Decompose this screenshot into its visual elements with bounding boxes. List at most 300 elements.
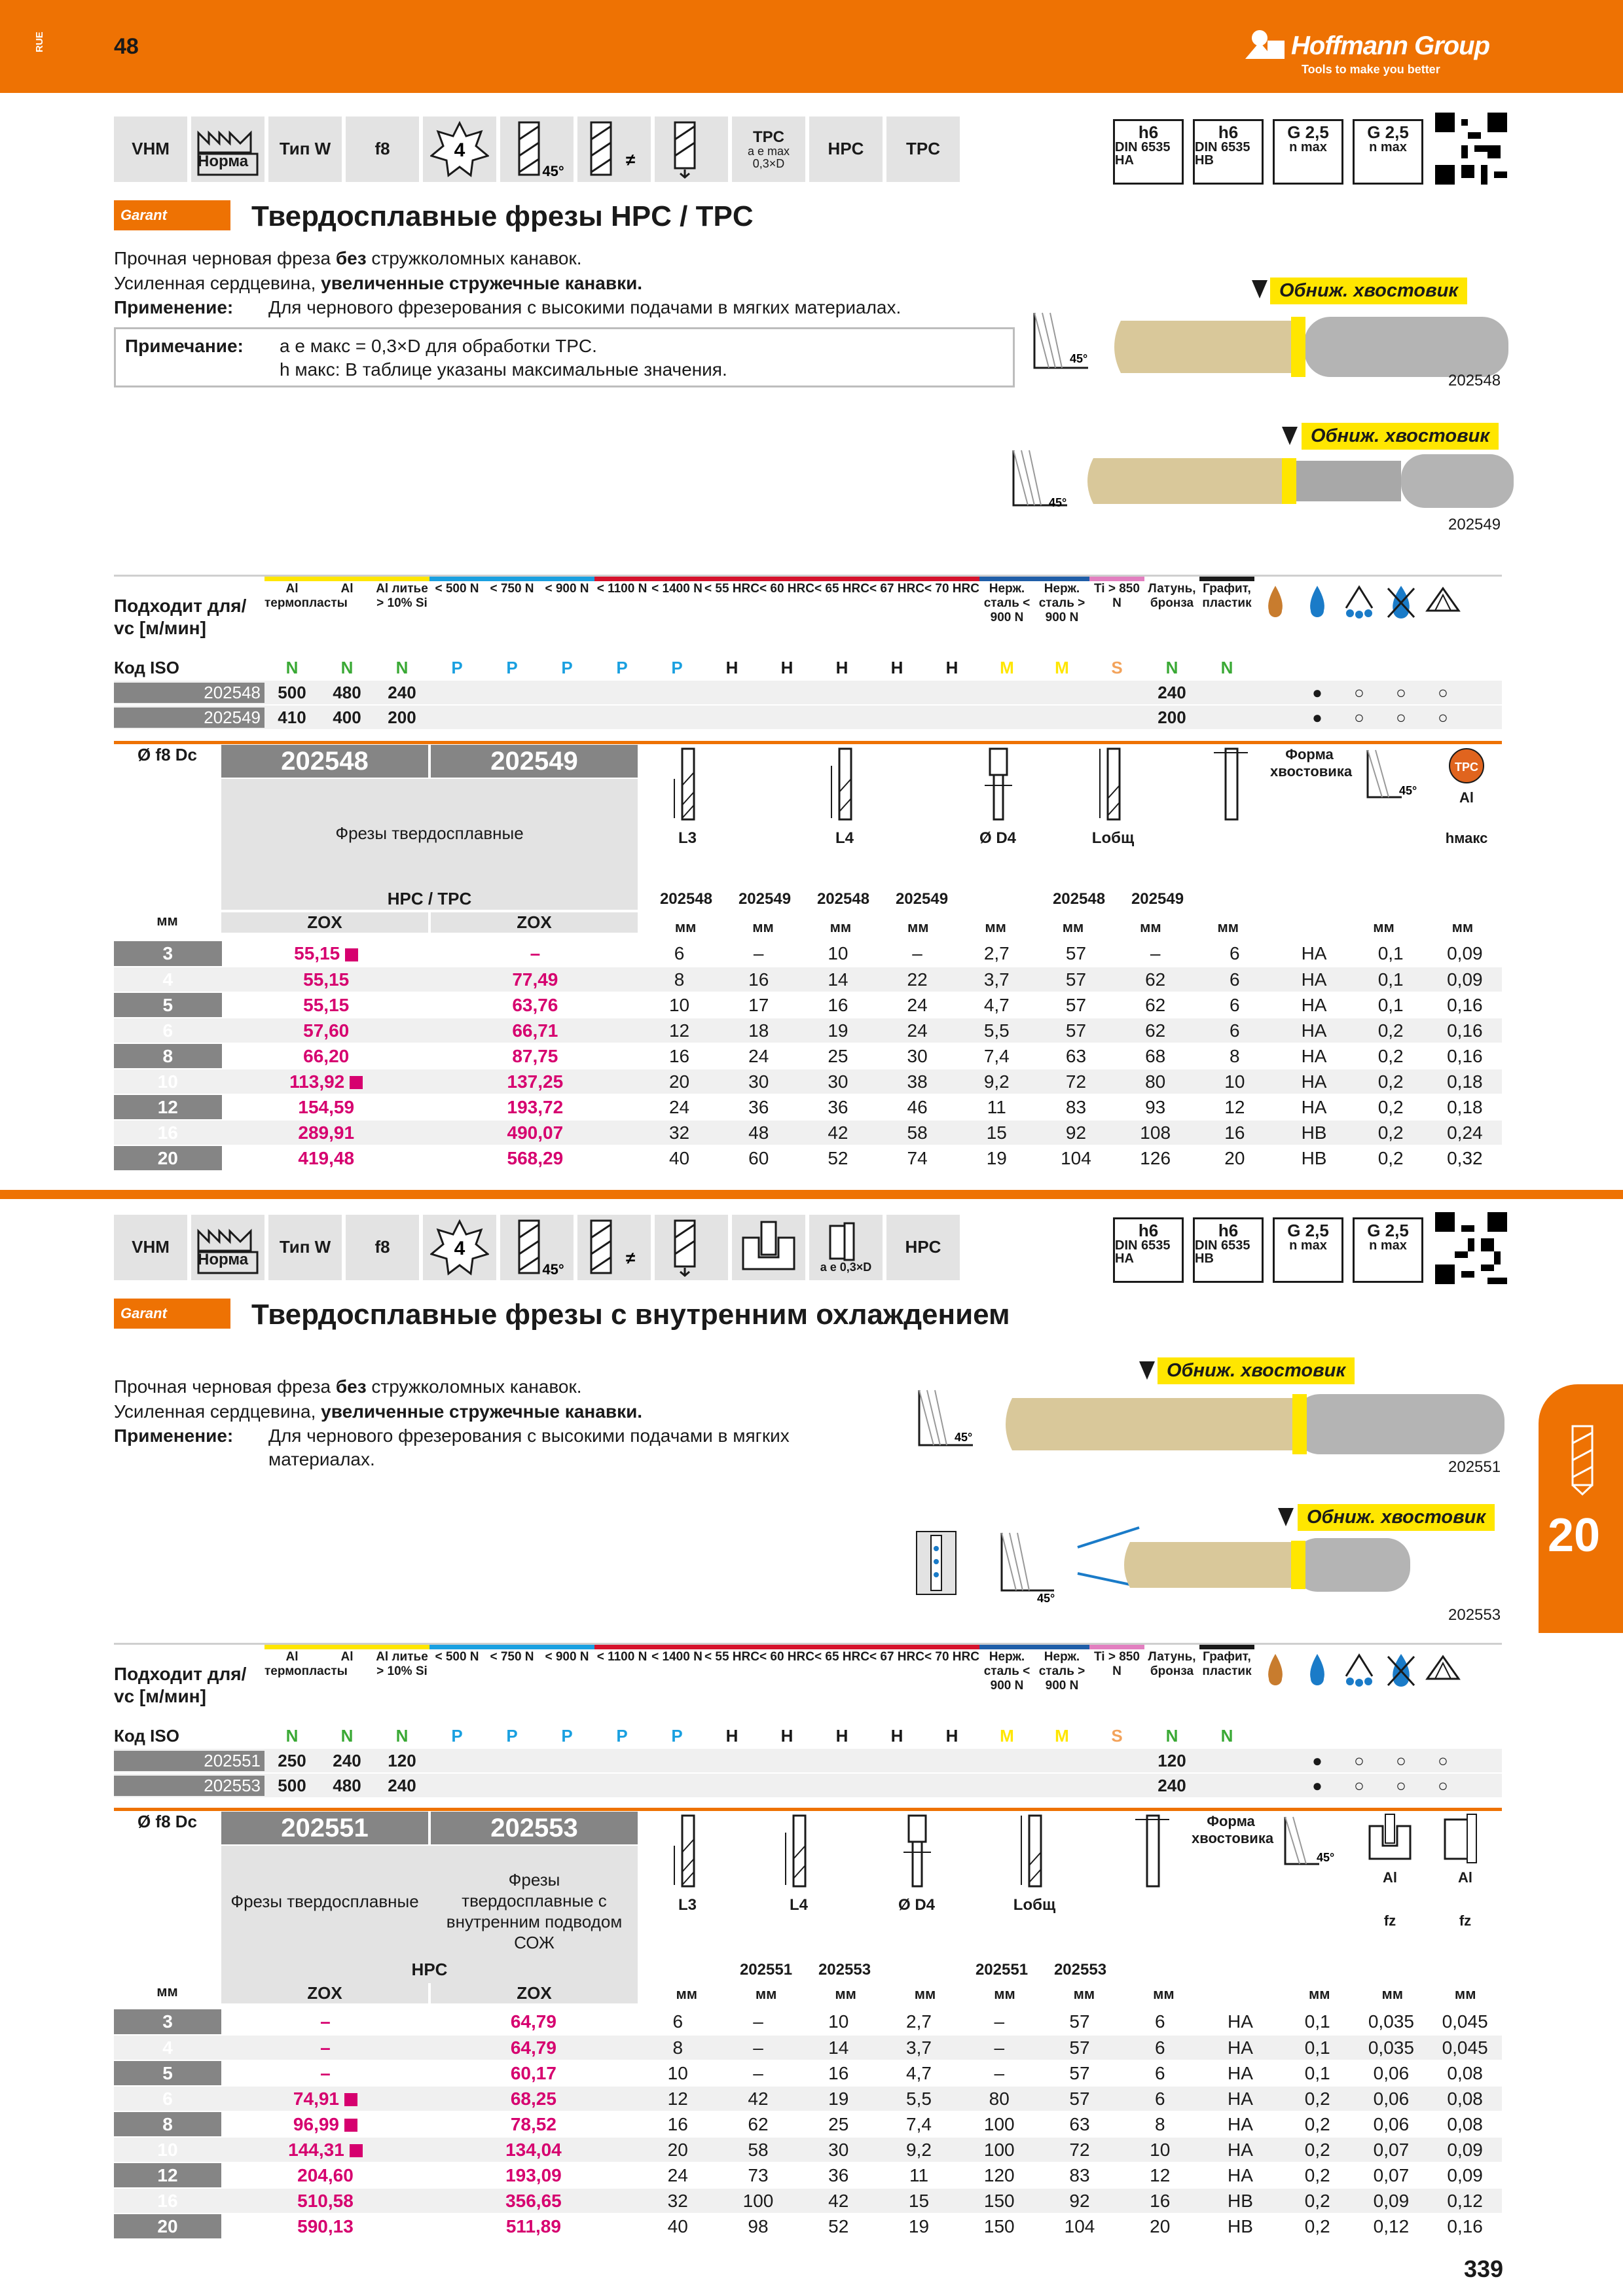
col-stainless-900: Нерж. сталь < 900 N: [979, 577, 1034, 656]
price-a-cell: [221, 2009, 429, 2035]
desc-text-1: Фрезы твердосплавные: [335, 823, 524, 843]
hoffmann-logo: [1244, 27, 1519, 80]
lta-cell: 150: [959, 2188, 1040, 2214]
d4-cell: 19: [879, 2214, 959, 2239]
fz-slot-cell: 0,09: [1355, 2188, 1429, 2214]
ltb-cell: 93: [1116, 1094, 1195, 1120]
l3-cell: 32: [638, 2188, 718, 2214]
norm-label-2: Норма: [198, 1251, 249, 1268]
dc-cell: 5: [114, 992, 222, 1018]
l4b-cell: –: [878, 941, 957, 967]
article-202548-label: 202548: [1448, 372, 1501, 389]
fz-side-cell: 0,09: [1428, 2137, 1502, 2162]
table-row: [114, 1120, 1502, 1145]
price-value: 154,59: [298, 1096, 355, 1117]
price-value: 204,60: [297, 2164, 354, 2185]
price-value: 144,31: [288, 2139, 344, 2160]
table-row: [114, 967, 1502, 992]
tolerance-f8-2: f8: [346, 1215, 419, 1280]
section-divider: [0, 1190, 1623, 1199]
ltb-cell: 83: [1040, 2162, 1120, 2188]
shank-form-cell: HA: [1200, 2086, 1281, 2111]
hmax-cell: 0,16: [1428, 1018, 1502, 1043]
price-b-cell: [429, 2137, 638, 2162]
price-a-cell: [222, 1145, 431, 1171]
col-graphite: Графит, пластик: [1199, 577, 1254, 656]
l4-icon-2: L4: [759, 1813, 838, 1914]
chapter-tab[interactable]: [1539, 1384, 1623, 1633]
price-value: 87,75: [512, 1045, 558, 1066]
l4b-cell: 30: [798, 2137, 879, 2162]
price-value: 66,20: [303, 1045, 350, 1066]
air-icon: [1422, 577, 1464, 656]
dc-cell: 12: [114, 1094, 222, 1120]
price-value: –: [320, 2011, 331, 2032]
price-b-cell: [429, 2188, 638, 2214]
ds-cell: 6: [1195, 941, 1274, 967]
price-b-cell: [429, 2035, 638, 2060]
suitability-header: [114, 575, 1502, 656]
table-row: [114, 1069, 1502, 1094]
ds-cell: 8: [1120, 2111, 1200, 2137]
shank-form-cell: HA: [1274, 1069, 1353, 1094]
fz-slot-cell: 0,07: [1355, 2162, 1429, 2188]
col-steel-1100: < 1100 N: [594, 577, 649, 656]
d4-cell: 5,5: [879, 2086, 959, 2111]
price-value: 66,71: [512, 1020, 558, 1041]
dc-header-1: Ø f8 Dc: [137, 745, 198, 764]
flutes-4-icon: [423, 117, 496, 182]
price-a-cell: [221, 2214, 429, 2239]
lta-cell: 80: [959, 2086, 1040, 2111]
l4a-cell: 52: [798, 1145, 877, 1171]
dc-cell: 10: [114, 1069, 222, 1094]
l4a-cell: 73: [718, 2162, 799, 2188]
col-steel-500: < 500 N: [429, 577, 484, 656]
strategy-hpc-2: HPC: [886, 1215, 960, 1280]
emulsion-icon: [1296, 577, 1338, 656]
art-header-202551: 202551: [221, 1812, 428, 1844]
price-value: 55,15: [303, 994, 350, 1015]
hmax-cell: 0,24: [1428, 1120, 1502, 1145]
price-b-cell: [429, 2111, 638, 2137]
shank-form-cell: HA: [1200, 2137, 1281, 2162]
d4-cell: 15: [879, 2188, 959, 2214]
ds-cell: 20: [1195, 1145, 1274, 1171]
price-a-cell: [222, 941, 431, 967]
ds-cell: 6: [1120, 2035, 1200, 2060]
tpc-ae-badge: [732, 117, 805, 182]
helix-45-icon: [500, 117, 574, 182]
chamfer-cell: 0,2: [1354, 1145, 1428, 1171]
table-row: [114, 992, 1502, 1018]
ltb-cell: 108: [1116, 1120, 1195, 1145]
reduced-shank-tag-3: Обниж. хвостовик: [1158, 1357, 1355, 1384]
ltb-cell: 80: [1116, 1069, 1195, 1094]
l4a-cell: –: [718, 2009, 799, 2035]
ae-max-label: a e max 0,3×D: [747, 144, 790, 170]
chamfer-cell: 0,2: [1281, 2137, 1355, 2162]
ltotal-icon: Lобщ: [1074, 746, 1152, 848]
lta-cell: 57: [1036, 967, 1116, 992]
lta-cell: –: [959, 2035, 1040, 2060]
l3a-cell: 8: [640, 967, 719, 992]
l3b-cell: 36: [719, 1094, 798, 1120]
ds-cell: 10: [1195, 1069, 1274, 1094]
col-brass: Латунь, бронза: [1144, 577, 1199, 656]
col-al-cast: Al литье > 10% Si: [374, 577, 429, 656]
hmax-cell: 0,18: [1428, 1094, 1502, 1120]
svg-text:45°: 45°: [1317, 1851, 1335, 1864]
d4-cell: 7,4: [957, 1043, 1036, 1069]
price-a-cell: [221, 2111, 429, 2137]
table-row: [114, 1018, 1502, 1043]
suitability-header-2: Подходит для/ vc [м/мин] Al термопласты Al Al литье > 10% Si < 500 N < 750 N < 900 N < 1100 N < 1400 N < 55 HRC < 60 HRC < 65 HRC < 67 HRC < 70 HRC Нерж. сталь < 900 N Нерж. сталь > 900 N Ti > 850 N Латунь, бронза Графит, пластик: [114, 1643, 1502, 1724]
price-b-cell: [431, 1043, 640, 1069]
qr-code-2[interactable]: [1435, 1212, 1507, 1284]
l3a-cell: 24: [640, 1094, 719, 1120]
l3-icon: L3: [648, 746, 727, 848]
svg-text:4: 4: [454, 1238, 465, 1259]
l4b-cell: 58: [878, 1120, 957, 1145]
flutes-4-icon-2: [423, 1215, 496, 1280]
price-b-cell: [431, 941, 640, 967]
fz-slot-cell: 0,07: [1355, 2137, 1429, 2162]
desc-text-2b: Фрезы твердосплавные с внутренним подводом СОЖ: [446, 1870, 623, 1952]
hmax-cell: 0,09: [1428, 967, 1502, 992]
dc-cell: 12: [114, 2162, 221, 2188]
l4a-cell: 10: [798, 941, 877, 967]
price-value: 64,79: [510, 2037, 556, 2058]
price-b-cell: [431, 1094, 640, 1120]
table-row: [114, 2214, 1502, 2239]
chamfer-45-icon-1: [1359, 746, 1425, 810]
table-row: [114, 2086, 1502, 2111]
l4b-cell: 22: [878, 967, 957, 992]
d4-icon-2: Ø D4: [877, 1813, 956, 1914]
d4-icon: Ø D4: [958, 746, 1037, 848]
svg-text:≠: ≠: [625, 150, 636, 170]
svg-text:45°: 45°: [1070, 352, 1088, 365]
price-b-cell: [429, 2009, 638, 2035]
l4a-cell: 42: [718, 2086, 799, 2111]
shank-dia-icon-2: [1113, 1813, 1192, 1896]
cutter-image-202551: [914, 1385, 1510, 1462]
unit-row-2: мм мм мм мм мм мм мм мм мм мм: [676, 1986, 1476, 2002]
d4-cell: 11: [879, 2162, 959, 2188]
price-value: 289,91: [298, 1122, 355, 1143]
dc-cell: 8: [114, 1043, 222, 1069]
shank-form-cell: HA: [1274, 1043, 1353, 1069]
d4-cell: 5,5: [957, 1018, 1036, 1043]
l3a-cell: 32: [640, 1120, 719, 1145]
svg-text:≠: ≠: [625, 1248, 636, 1268]
feature-icons-1: [114, 117, 960, 182]
chamfer-cell: 0,2: [1354, 1069, 1428, 1094]
svg-text:45°: 45°: [1399, 784, 1417, 797]
l4b-cell: 24: [878, 992, 957, 1018]
chamfer-cell: 0,1: [1354, 941, 1428, 967]
art-header-202553: 202553: [431, 1812, 638, 1844]
l3b-cell: 30: [719, 1069, 798, 1094]
svg-text:45°: 45°: [1049, 496, 1067, 509]
price-value: –: [320, 2062, 331, 2083]
no-coolant-icon-2: [1380, 1645, 1422, 1724]
balance-g25-a: G 2,5 n max: [1273, 119, 1343, 185]
l4b-cell: 14: [798, 2035, 879, 2060]
lta-cell: –: [959, 2009, 1040, 2035]
unequal-pitch-icon-2: [577, 1215, 651, 1280]
ltb-cell: 57: [1040, 2060, 1120, 2086]
col-stainless-over-900: Нерж. сталь > 900 N: [1034, 577, 1089, 656]
chamfer-cell: 0,2: [1354, 1043, 1428, 1069]
article-202549-label: 202549: [1448, 516, 1501, 533]
l3-cell: 6: [638, 2009, 718, 2035]
shank-form-header-1: Форма хвостовика: [1270, 746, 1353, 780]
tolerance-h6-hb: h6 DIN 6535 HB: [1193, 119, 1264, 185]
reduced-shank-marker-4: [1278, 1508, 1294, 1526]
price-value: –: [320, 2037, 331, 2058]
l4a-cell: 62: [718, 2111, 799, 2137]
new-item-marker: [344, 2119, 357, 2132]
article-202553-label: 202553: [1448, 1606, 1501, 1624]
chamfer-cell: 0,1: [1281, 2035, 1355, 2060]
price-value: 78,52: [510, 2113, 556, 2134]
d4-cell: 9,2: [957, 1069, 1036, 1094]
table-row: [114, 1094, 1502, 1120]
dc-cell: 3: [114, 941, 222, 967]
price-b-cell: [431, 1145, 640, 1171]
grade-zox-a1: ZOX: [221, 912, 428, 933]
chamfer-cell: 0,2: [1281, 2111, 1355, 2137]
l3b-cell: 16: [719, 967, 798, 992]
chapter-number: 20: [1548, 1509, 1601, 1562]
d4-cell: 11: [957, 1094, 1036, 1120]
ltb-cell: 68: [1116, 1043, 1195, 1069]
shank-form-cell: HB: [1200, 2214, 1281, 2239]
d4-cell: 3,7: [879, 2035, 959, 2060]
col-steel-750: < 750 N: [484, 577, 539, 656]
price-a-cell: [222, 1094, 431, 1120]
grade-zox-a2: ZOX: [221, 1983, 428, 2003]
lta-cell: 100: [959, 2111, 1040, 2137]
mql-icon: [1338, 577, 1380, 656]
dc-cell: 10: [114, 2137, 221, 2162]
l4a-cell: 42: [798, 1120, 877, 1145]
hmax-cell: 0,09: [1428, 941, 1502, 967]
section2-description: Прочная черновая фреза без стружколомных канавок. Усиленная сердцевина, увеличенные стружечные канавки. Применение: Для чернового фрезерования с высокими подачами в мягких материалах.: [114, 1376, 790, 1469]
unit-row-1: мм мм мм мм мм мм мм мм мм мм: [674, 919, 1474, 935]
feature-icons-2: [114, 1215, 960, 1280]
norm-icon: [191, 117, 264, 182]
l3a-cell: 40: [640, 1145, 719, 1171]
product-table-2: [114, 2009, 1502, 2240]
tolerance-f8: f8: [346, 117, 419, 182]
price-a-cell: [221, 2162, 429, 2188]
l3a-cell: 16: [640, 1043, 719, 1069]
l4b-cell: 42: [798, 2188, 879, 2214]
table2-top-rule: [114, 1808, 1502, 1811]
shank-form-header-2: Форма хвостовика: [1192, 1813, 1274, 1846]
dry-icon-2: [1254, 1645, 1296, 1724]
language-code: RUE: [34, 31, 45, 52]
new-item-marker: [345, 948, 358, 961]
table-row: [114, 2162, 1502, 2188]
reduced-shank-tag-4: Обниж. хвостовик: [1298, 1504, 1495, 1531]
ltb-cell: 62: [1116, 967, 1195, 992]
ltb-cell: 72: [1040, 2137, 1120, 2162]
l3a-cell: 10: [640, 992, 719, 1018]
chamfer-cell: 0,2: [1281, 2188, 1355, 2214]
lta-cell: 83: [1036, 1094, 1116, 1120]
price-value: 568,29: [507, 1147, 564, 1168]
price-b-cell: [429, 2060, 638, 2086]
price-a-cell: [222, 1018, 431, 1043]
lta-cell: 57: [1036, 941, 1116, 967]
norm-icon-2: [191, 1215, 264, 1280]
l4a-cell: –: [718, 2060, 799, 2086]
l4a-cell: –: [718, 2035, 799, 2060]
l4a-cell: 14: [798, 967, 877, 992]
price-a-cell: [222, 1043, 431, 1069]
dc-cell: 20: [114, 2214, 221, 2239]
price-value: 590,13: [297, 2215, 354, 2236]
price-value: 511,89: [505, 2215, 561, 2236]
chamfer-cell: 0,2: [1281, 2086, 1355, 2111]
price-b-cell: [429, 2214, 638, 2239]
new-item-marker: [350, 1076, 363, 1089]
tolerance-h6-ha: h6 DIN 6535 HA: [1113, 119, 1184, 185]
price-a-cell: [221, 2086, 429, 2111]
l4a-cell: 36: [798, 1094, 877, 1120]
ds-cell: 10: [1120, 2137, 1200, 2162]
l4b-cell: 36: [798, 2162, 879, 2188]
fz-slot-cell: 0,06: [1355, 2086, 1429, 2111]
dc-cell: 4: [114, 967, 222, 992]
table-row: [114, 2188, 1502, 2214]
price-value: 113,92: [289, 1071, 345, 1092]
cutter-image-202553: [914, 1522, 1510, 1612]
price-value: 193,72: [507, 1096, 564, 1117]
price-value: 419,48: [298, 1147, 355, 1168]
table-row: [114, 1043, 1502, 1069]
tpc-al-header: TPC Al hмакс: [1431, 746, 1502, 847]
fz-slot-header: Al fz: [1354, 1813, 1426, 1929]
l4b-cell: 38: [878, 1069, 957, 1094]
balance-g25-d: G 2,5 n max: [1353, 1217, 1423, 1283]
hoffmann-logo-icon: [1244, 27, 1287, 60]
dc-cell: 16: [114, 2188, 221, 2214]
lta-cell: 100: [959, 2137, 1040, 2162]
fz-side-cell: 0,16: [1428, 2214, 1502, 2239]
chamfer-cell: 0,2: [1281, 2214, 1355, 2239]
section1-title: Твердосплавные фрезы HPC / TPC: [251, 200, 754, 232]
l3-cell: 10: [638, 2060, 718, 2086]
ltb-cell: 126: [1116, 1145, 1195, 1171]
helix-45-icon-2: [500, 1215, 574, 1280]
price-b-cell: [429, 2086, 638, 2111]
iso-code-row-2: Код ISO N N N P P P P P H H H H H M M S N N: [114, 1724, 1502, 1749]
mql-icon-2: [1338, 1645, 1380, 1724]
ds-cell: 6: [1195, 967, 1274, 992]
lta-cell: 150: [959, 2214, 1040, 2239]
l3-cell: 40: [638, 2214, 718, 2239]
garant-logo: Garant: [114, 200, 230, 230]
svg-text:TPC: TPC: [1455, 761, 1478, 774]
price-b-cell: [429, 2162, 638, 2188]
price-value: 77,49: [512, 969, 558, 990]
ae-label-2: a e 0,3×D: [820, 1260, 872, 1274]
drill-chapter-icon: [1566, 1424, 1599, 1496]
table-row: [114, 2060, 1502, 2086]
l4a-cell: 25: [798, 1043, 877, 1069]
price-b-cell: [431, 967, 640, 992]
l3-cell: 8: [638, 2035, 718, 2060]
l3-icon-2: L3: [648, 1813, 727, 1914]
material-vhm: VHM: [114, 117, 187, 182]
chamfer-cell: 0,1: [1354, 992, 1428, 1018]
cutter-image-202548: [1029, 308, 1514, 384]
lta-cell: 92: [1036, 1120, 1116, 1145]
dc-header-2: Ø f8 Dc: [137, 1812, 198, 1831]
suit-row-202549: 202549 410 400 200 200 ● ○ ○ ○: [114, 706, 1502, 730]
l3-cell: 20: [638, 2137, 718, 2162]
d4-cell: 7,4: [879, 2111, 959, 2137]
price-a-cell: [221, 2188, 429, 2214]
l4a-cell: 16: [798, 992, 877, 1018]
d4-cell: 2,7: [957, 941, 1036, 967]
ae-icon-2: [809, 1215, 883, 1280]
l4b-cell: 10: [798, 2009, 879, 2035]
col-steel-1400: < 1400 N: [649, 577, 704, 656]
suit-row-202551: 202551 250 240 120 120 ● ○ ○ ○: [114, 1749, 1502, 1774]
fz-side-cell: 0,08: [1428, 2060, 1502, 2086]
helix-angle: 45°: [542, 163, 564, 179]
sub-article-headers-2: 202551 202553 202551 202553: [739, 1961, 1107, 1979]
fz-slot-cell: 0,12: [1355, 2214, 1429, 2239]
shank-form-cell: HA: [1200, 2060, 1281, 2086]
grade-zox-b1: ZOX: [431, 912, 638, 933]
ds-cell: 8: [1195, 1043, 1274, 1069]
shank-form-cell: HA: [1274, 1018, 1353, 1043]
col-al-thermo: Al термопласты: [264, 577, 319, 656]
col-titanium: Ti > 850 N: [1089, 577, 1144, 656]
hmax-cell: 0,18: [1428, 1069, 1502, 1094]
table-row: [114, 941, 1502, 967]
ds-cell: 12: [1120, 2162, 1200, 2188]
l3b-cell: 17: [719, 992, 798, 1018]
dry-icon: [1254, 577, 1296, 656]
fz-side-cell: 0,045: [1428, 2035, 1502, 2060]
l4b-cell: 25: [798, 2111, 879, 2137]
ltb-cell: 92: [1040, 2188, 1120, 2214]
table-row: [114, 2035, 1502, 2060]
no-coolant-icon: [1380, 577, 1422, 656]
art-header-202548: 202548: [221, 745, 428, 778]
shank-form-cell: HA: [1200, 2009, 1281, 2035]
chamfer-cell: 0,1: [1281, 2060, 1355, 2086]
shank-form-cell: HB: [1274, 1120, 1353, 1145]
fz-side-header: Al fz: [1429, 1813, 1502, 1929]
price-a-cell: [221, 2060, 429, 2086]
brand-tagline: Tools to make you better: [1302, 63, 1440, 76]
svg-text:45°: 45°: [1037, 1592, 1055, 1605]
l4b-cell: 24: [878, 1018, 957, 1043]
qr-code-1[interactable]: [1435, 113, 1507, 185]
reduced-shank-marker-1: [1252, 280, 1267, 298]
suitability-table-2: [114, 1643, 1502, 1799]
suit-row-202548: 202548 500 480 240 240 ● ○ ○ ○: [114, 681, 1502, 706]
